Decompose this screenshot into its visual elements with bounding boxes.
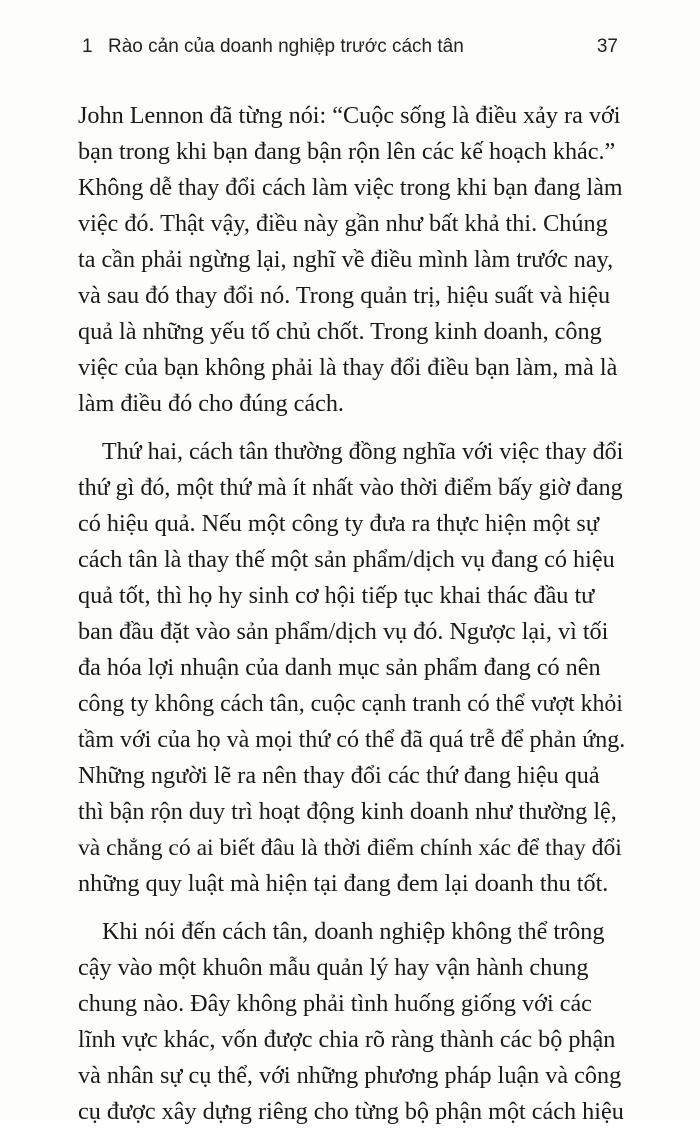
text-line: Không dễ thay đổi cách làm việc trong khi bạn đang làm bbox=[78, 175, 623, 201]
paragraph-2 bbox=[78, 434, 626, 902]
text-line: cụ được xây dựng riêng cho từng bộ phận một cách hiệu bbox=[78, 1098, 624, 1125]
paragraph-1 bbox=[78, 98, 626, 422]
text-line: công ty không cách tân, cuộc cạnh tranh có thể vượt khỏi bbox=[78, 691, 623, 717]
text-line: và sau đó thay đổi nó. Trong quản trị, hiệu suất và hiệu bbox=[78, 282, 611, 309]
text-line: Những người lẽ ra nên thay đổi các thứ đang hiệu quả bbox=[78, 762, 600, 789]
chapter-number: 1 bbox=[82, 36, 93, 57]
text-line: quả là những yếu tố chủ chốt. Trong kinh doanh, công bbox=[78, 318, 602, 345]
text-line: và nhân sự cụ thể, với những phương pháp luận và công bbox=[78, 1062, 622, 1089]
text-line: việc của bạn không phải là thay đổi điều bạn làm, mà là bbox=[78, 354, 618, 381]
paragraph-3 bbox=[78, 914, 626, 1130]
text-line: việc đó. Thật vậy, điều này gần như bất khả thi. Chúng bbox=[78, 210, 608, 237]
text-line: có hiệu quả. Nếu một công ty đưa ra thực hiện một sự bbox=[78, 510, 599, 537]
text-line: Thứ hai, cách tân thường đồng nghĩa với việc thay đổi bbox=[102, 439, 624, 465]
text-line: thì bận rộn duy trì hoạt động kinh doanh như thường lệ, bbox=[78, 798, 617, 825]
text-line: Khi nói đến cách tân, doanh nghiệp không thể trông bbox=[102, 918, 605, 945]
text-line: chung nào. Đây không phải tình huống giống với các bbox=[78, 990, 592, 1017]
text-line: ban đầu đặt vào sản phẩm/dịch vụ đó. Ngược lại, vì tối bbox=[78, 618, 609, 645]
text-line: những quy luật mà hiện tại đang đem lại doanh thu tốt. bbox=[78, 870, 609, 897]
text-line: cách tân là thay thế một sản phẩm/dịch vụ đang có hiệu bbox=[78, 546, 615, 573]
chapter-title: Rào cản của doanh nghiệp trước cách tân bbox=[108, 36, 464, 57]
text-line: John Lennon đã từng nói: “Cuộc sống là điều xảy ra với bbox=[78, 102, 621, 129]
page-number: 37 bbox=[596, 36, 618, 57]
text-line: cậy vào một khuôn mẫu quản lý hay vận hành chung bbox=[78, 954, 589, 981]
text-line: làm điều đó cho đúng cách. bbox=[78, 390, 344, 417]
text-line: tầm với của họ và mọi thứ có thể đã quá trễ để phản ứng. bbox=[78, 727, 626, 753]
text-line: lĩnh vực khác, vốn được chia rõ ràng thành các bộ phận bbox=[78, 1026, 616, 1053]
text-line: và chẳng có ai biết đâu là thời điểm chính xác để thay đổi bbox=[78, 835, 622, 861]
text-line: quả tốt, thì họ hy sinh cơ hội tiếp tục khai thác đầu tư bbox=[78, 582, 595, 609]
body-text bbox=[78, 98, 626, 1142]
text-line: ta cần phải ngừng lại, nghĩ về điều mình làm trước nay, bbox=[78, 246, 614, 273]
text-line: bạn trong khi bạn đang bận rộn lên các kế hoạch khác.” bbox=[78, 138, 616, 165]
text-line: thứ gì đó, một thứ mà ít nhất vào thời điểm bấy giờ đang bbox=[78, 475, 623, 501]
running-head bbox=[82, 36, 618, 64]
text-line: đa hóa lợi nhuận của danh mục sản phẩm đang có nên bbox=[78, 654, 601, 681]
